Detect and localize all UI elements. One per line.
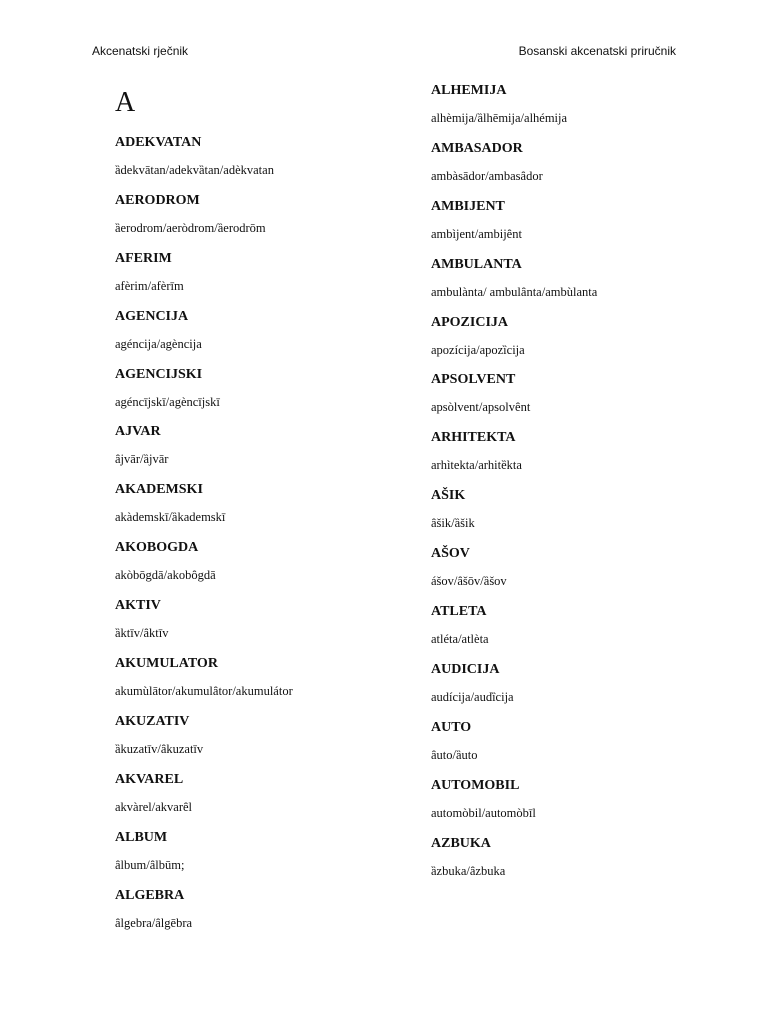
accent-variants: akumùlātor/akumulȃtor/akumulátor [115,684,293,699]
accent-variants: akvàrel/akvarȇl [115,799,193,814]
dictionary-entry [115,768,405,826]
headword: AKUMULATOR [115,656,218,672]
accent-variants: akàdemskī/ȁkademskī [115,510,226,525]
dictionary-entry [115,594,405,652]
accent-variants: apozícija/apozȉcija [431,342,525,357]
accent-variants: ȃuto/ȁuto [431,747,478,762]
dictionary-entry [431,716,731,774]
dictionary-entry [115,826,405,884]
headword: ALGEBRA [115,887,185,903]
headword: ALBUM [115,829,168,845]
dictionary-entry [431,311,731,369]
headword: AZBUKA [431,835,491,851]
accent-variants: afèrim/afèrīm [115,278,184,293]
headword: AGENCIJA [115,308,189,324]
dictionary-entry [115,478,405,536]
dictionary-entry [115,420,405,478]
accent-variants: agéncija/agèncija [115,336,202,351]
dictionary-entry [431,542,731,600]
headword: AMBASADOR [431,140,523,156]
dictionary-entry [431,137,731,195]
headword: ATLETA [431,604,487,620]
headword: AFERIM [115,250,172,266]
accent-variants: ȁzbuka/ȃzbuka [431,863,506,878]
accent-variants: ȃlbum/ȃlbūm; [115,857,185,872]
headword: AUDICIJA [431,661,500,677]
accent-variants: ȁktīv/ȃktīv [115,626,169,641]
dictionary-entry [431,426,731,484]
headword: AUTOMOBIL [431,777,520,793]
headword: AGENCIJSKI [115,366,203,382]
dictionary-entry [115,247,405,305]
accent-variants: arhìtekta/arhitȅkta [431,458,522,473]
headword: AŠIK [431,488,466,504]
section-letter: A [115,87,136,118]
accent-variants: apsòlvent/apsolvȇnt [431,400,531,415]
accent-variants: ȃšik/ȁšik [431,516,475,531]
dictionary-entry [431,600,731,658]
header-title-right: Bosanski akcenatski priručnik [518,44,676,58]
accent-variants: alhèmija/ȁlhēmija/alhémija [431,111,568,125]
accent-variants: ambulànta/ ambulȃnta/ambùlanta [431,284,598,299]
accent-variants: ȁkuzatīv/ȃkuzatīv [115,741,204,756]
page-header [92,44,676,60]
dictionary-entry [431,484,731,542]
dictionary-entry [431,79,731,137]
dictionary-entry [115,363,405,421]
headword: ADEKVATAN [115,135,202,150]
left-column [115,80,405,941]
headword: AŠOV [431,546,470,562]
dictionary-entry [115,884,405,942]
accent-variants: ambìjent/ambijȇnt [431,226,522,241]
dictionary-entry [115,710,405,768]
dictionary-entry [431,368,731,426]
dictionary-entry [115,131,405,189]
dictionary-entry [115,305,405,363]
header-title-left: Akcenatski rječnik [92,44,189,58]
dictionary-entry [431,195,731,253]
dictionary-entry [431,253,731,311]
dictionary-entry [115,189,405,247]
accent-variants: ȃlgebra/ȃlgēbra [115,915,193,930]
headword: APOZICIJA [431,314,509,330]
accent-variants: audícija/audȉcija [431,689,514,704]
dictionary-entry [115,536,405,594]
headword: AKADEMSKI [115,482,203,498]
accent-variants: automòbil/automòbīl [431,805,536,820]
headword: AKVAREL [115,771,184,787]
accent-variants: ȃjvār/ȁjvār [115,452,169,467]
accent-variants: ȁerodrom/aeròdrom/ȁerodrōm [115,220,266,235]
headword: AUTO [431,719,472,735]
headword: AKOBOGDA [115,540,199,556]
headword: AKUZATIV [115,713,190,729]
headword: AMBULANTA [431,256,522,272]
headword: AMBIJENT [431,198,505,214]
headword: AJVAR [115,424,161,440]
headword: ARHITEKTA [431,430,516,446]
headword: AKTIV [115,598,161,614]
headword: APSOLVENT [431,372,516,388]
accent-variants: atléta/atlèta [431,632,489,647]
accent-variants: agéncījskī/agèncījskī [115,394,220,409]
dictionary-entry [115,652,405,710]
accent-variants: akòbōgdā/akobȏgdā [115,568,216,583]
right-column [431,79,731,889]
dictionary-entry [431,658,731,716]
headword: AERODROM [115,192,200,208]
dictionary-entry [431,832,731,890]
accent-variants: ȁdekvātan/adekvȁtan/adèkvatan [115,163,274,177]
accent-variants: ášov/ȃšōv/ȁšov [431,574,507,589]
dictionary-entry [431,774,731,832]
accent-variants: ambàsādor/ambasȃdor [431,168,543,183]
headword: ALHEMIJA [431,83,507,98]
